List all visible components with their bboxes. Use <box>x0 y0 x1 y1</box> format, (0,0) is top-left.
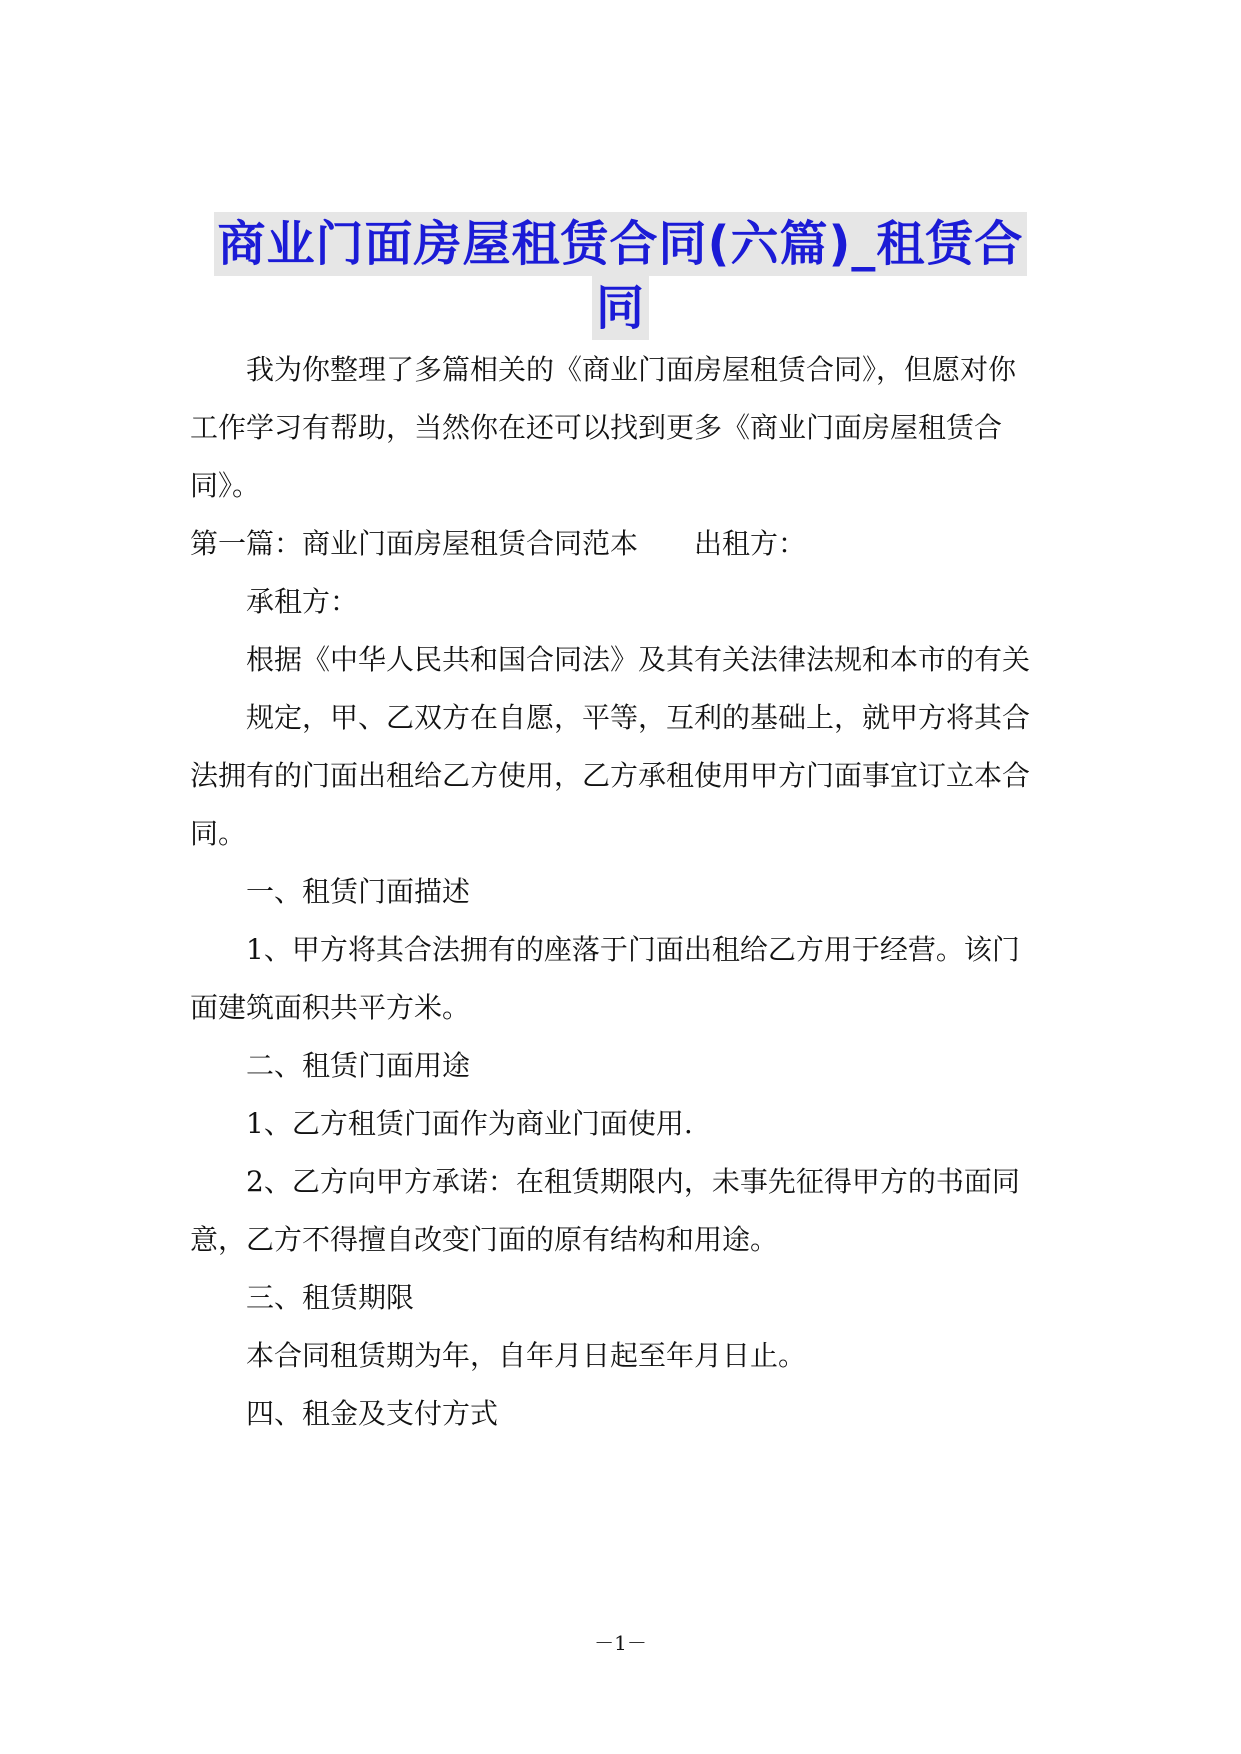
section-heading: 第一篇：商业门面房屋租赁合同范本 <box>190 527 639 560</box>
title-line-1: 商业门面房屋租赁合同(六篇)_租赁合 <box>214 212 1028 276</box>
clause-heading: 一、租赁门面描述 <box>246 875 471 908</box>
paragraph-line: 我为你整理了多篇相关的《商业门面房屋租赁合同》，但愿对你 <box>246 353 1017 386</box>
lessor-label: 出租方： <box>694 527 807 560</box>
paragraph-line: 1、乙方租赁门面作为商业门面使用. <box>246 1107 693 1140</box>
clause-heading: 三、租赁期限 <box>246 1281 415 1314</box>
paragraph-line: 本合同租赁期为年，自年月日起至年月日止。 <box>246 1339 807 1372</box>
paragraph-line: 同。 <box>190 817 247 850</box>
title-line-2: 同 <box>592 276 649 340</box>
paragraph-line: 同》。 <box>190 469 261 502</box>
paragraph-line: 1、甲方将其合法拥有的座落于门面出租给乙方用于经营。该门 <box>246 933 1020 966</box>
clause-heading: 四、租金及支付方式 <box>246 1397 499 1430</box>
clause-heading: 二、租赁门面用途 <box>246 1049 471 1082</box>
paragraph-line: 根据《中华人民共和国合同法》及其有关法律法规和本市的有关 <box>246 643 1031 676</box>
paragraph-line: 意，乙方不得擅自改变门面的原有结构和用途。 <box>190 1223 779 1256</box>
paragraph-line: 2、乙方向甲方承诺：在租赁期限内，未事先征得甲方的书面同 <box>246 1165 1020 1198</box>
paragraph-line: 工作学习有帮助，当然你在还可以找到更多《商业门面房屋租赁合 <box>190 411 1003 444</box>
document-title <box>0 212 1241 340</box>
section-heading-line <box>190 512 1060 576</box>
lessee-label: 承租方： <box>246 585 359 618</box>
paragraph-line: 法拥有的门面出租给乙方使用，乙方承租使用甲方门面事宜订立本合 <box>190 759 1031 792</box>
page-number: －1－ <box>594 1631 647 1655</box>
paragraph-line: 规定，甲、乙双方在自愿，平等，互利的基础上，就甲方将其合 <box>246 701 1031 734</box>
paragraph-line: 面建筑面积共平方米。 <box>190 991 471 1024</box>
